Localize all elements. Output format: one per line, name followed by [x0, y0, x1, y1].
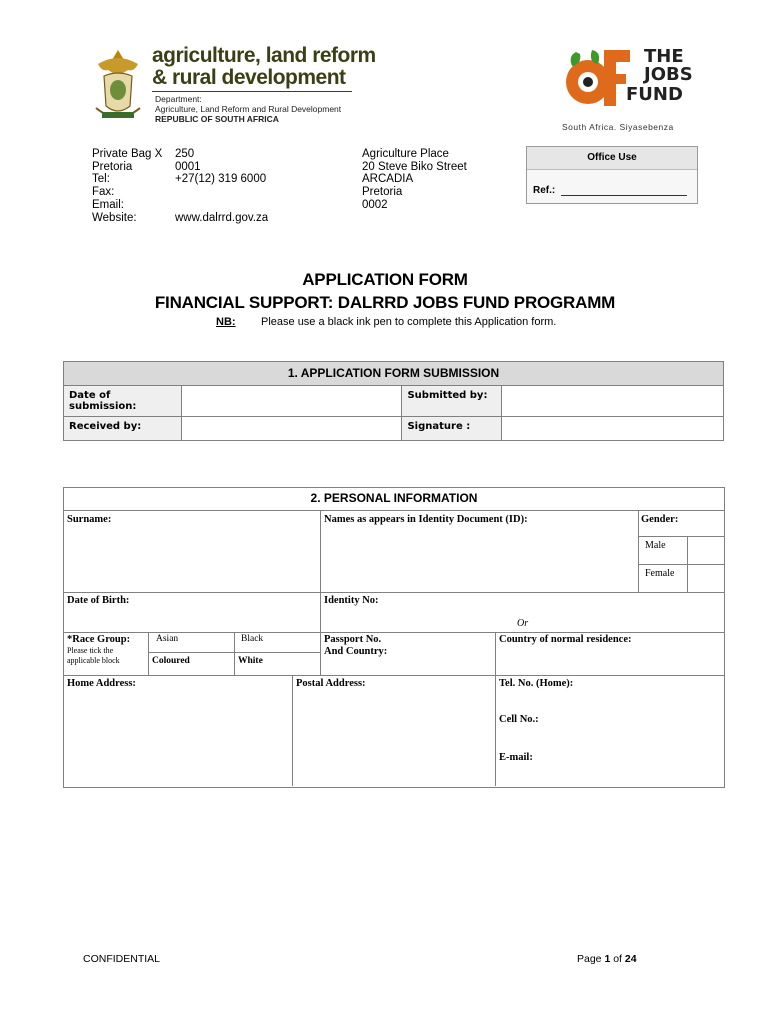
confidential-footer: CONFIDENTIAL	[83, 953, 161, 965]
physical-address-line: Pretoria	[362, 186, 403, 199]
divider	[320, 510, 321, 592]
page-prefix: Page	[577, 953, 605, 965]
address-label: Pretoria	[92, 160, 133, 173]
jobs-fund-jobs: JOBS	[644, 64, 693, 85]
email-label: E-mail:	[499, 752, 533, 763]
submitted-by-field[interactable]	[502, 386, 724, 417]
divider	[320, 592, 321, 632]
address-label: Fax:	[92, 186, 115, 199]
passport-label-line1: Passport No.	[324, 634, 382, 645]
department-divider	[152, 91, 352, 92]
race-group-label: *Race Group:	[67, 634, 131, 645]
passport-field[interactable]	[404, 633, 494, 674]
personal-info-section	[63, 487, 725, 788]
address-value	[175, 186, 268, 199]
surname-label: Surname:	[67, 514, 112, 525]
department-title-line1: agriculture, land reform	[152, 44, 376, 67]
jobs-fund-the: THE	[644, 46, 684, 67]
received-by-field[interactable]	[181, 417, 402, 441]
race-coloured[interactable]: Coloured	[152, 656, 190, 666]
divider	[64, 675, 724, 676]
divider	[234, 632, 235, 675]
address-value: 0001	[175, 160, 201, 173]
department-logo	[88, 44, 376, 134]
divider	[320, 632, 321, 675]
physical-address-line: 20 Steve Biko Street	[362, 160, 467, 173]
country-residence-field[interactable]	[497, 648, 722, 674]
names-id-field[interactable]	[322, 528, 636, 590]
race-white[interactable]: White	[238, 656, 263, 666]
physical-address-line: ARCADIA	[362, 173, 414, 186]
race-note: Please tick the applicable block	[67, 646, 120, 665]
department-name: Agriculture, Land Reform and Rural Development	[155, 104, 342, 114]
page-total: 24	[624, 953, 637, 965]
physical-address-line: Agriculture Place	[362, 148, 449, 160]
section1-heading: 1. APPLICATION FORM SUBMISSION	[64, 362, 724, 386]
divider	[64, 632, 724, 633]
form-subtitle: FINANCIAL SUPPORT: DALRRD JOBS FUND PROGRAMM	[154, 293, 616, 312]
postal-address-field[interactable]	[294, 692, 494, 784]
address-label: Private Bag X	[92, 148, 163, 160]
cell-no-label: Cell No.:	[499, 714, 539, 725]
divider	[64, 592, 724, 593]
address-label: Website:	[92, 211, 137, 224]
address-labels	[92, 148, 162, 224]
divider	[292, 675, 293, 786]
divider	[148, 652, 320, 653]
home-address-field[interactable]	[65, 692, 291, 784]
male-checkbox[interactable]	[688, 537, 723, 563]
received-by-label: Received by:	[64, 417, 182, 441]
nb-label: NB:	[216, 316, 236, 328]
address-value	[175, 199, 268, 212]
divider	[638, 510, 639, 592]
department-country: REPUBLIC OF SOUTH AFRICA	[155, 114, 279, 124]
nb-instruction: Please use a black ink pen to complete this Application form.	[261, 316, 557, 328]
office-use-box	[526, 146, 698, 204]
form-title: APPLICATION FORM	[302, 270, 468, 289]
male-label: Male	[645, 540, 666, 551]
date-of-submission-label: Date of submission:	[64, 386, 182, 417]
jobs-fund-tagline: South Africa. Siyasebenza	[562, 122, 674, 132]
department-title-line2: & rural development	[152, 66, 346, 89]
or-label: Or	[517, 618, 529, 629]
address-label: Tel:	[92, 173, 110, 186]
home-address-label: Home Address:	[67, 678, 136, 689]
divider	[495, 632, 496, 675]
date-of-submission-field[interactable]	[181, 386, 402, 417]
section2-heading: 2. PERSONAL INFORMATION	[64, 488, 724, 511]
jobs-fund-fund: FUND	[626, 84, 683, 105]
passport-label-line2: And Country:	[324, 646, 388, 657]
surname-field[interactable]	[65, 528, 319, 590]
race-asian[interactable]: Asian	[156, 634, 179, 644]
signature-field[interactable]	[502, 417, 724, 441]
address-value: +27(12) 319 6000	[175, 173, 267, 186]
country-residence-label: Country of normal residence:	[499, 634, 632, 645]
office-ref-field[interactable]	[561, 195, 687, 196]
tel-home-label: Tel. No. (Home):	[499, 678, 574, 689]
page-of: of	[610, 953, 625, 965]
address-values	[175, 148, 268, 224]
submitted-by-label: Submitted by:	[402, 386, 502, 417]
dob-label: Date of Birth:	[67, 595, 130, 606]
jobs-fund-logo	[560, 44, 700, 134]
identity-no-field[interactable]	[322, 608, 722, 618]
page-number	[577, 953, 637, 965]
dob-field[interactable]	[65, 608, 319, 631]
page-current: 1	[604, 953, 611, 965]
names-id-label: Names as appears in Identity Document (ID):	[324, 514, 528, 525]
divider	[148, 632, 149, 675]
gender-label: Gender:	[641, 514, 679, 525]
physical-address-line: 0002	[362, 198, 388, 211]
postal-address-label: Postal Address:	[296, 678, 366, 689]
office-ref-label: Ref.:	[533, 185, 556, 196]
address-value: 250	[175, 148, 195, 160]
race-black[interactable]: Black	[241, 634, 264, 644]
address-label: Email:	[92, 198, 124, 211]
office-use-title: Office Use	[527, 147, 697, 170]
website-value: www.dalrrd.gov.za	[175, 211, 269, 224]
identity-no-label: Identity No:	[324, 595, 379, 606]
female-checkbox[interactable]	[688, 565, 723, 591]
department-label: Department:	[155, 94, 202, 104]
signature-label: Signature :	[402, 417, 502, 441]
divider	[495, 675, 496, 786]
female-label: Female	[645, 568, 675, 579]
coat-of-arms-icon	[88, 46, 148, 128]
submission-table	[63, 361, 724, 441]
physical-address	[362, 148, 467, 212]
